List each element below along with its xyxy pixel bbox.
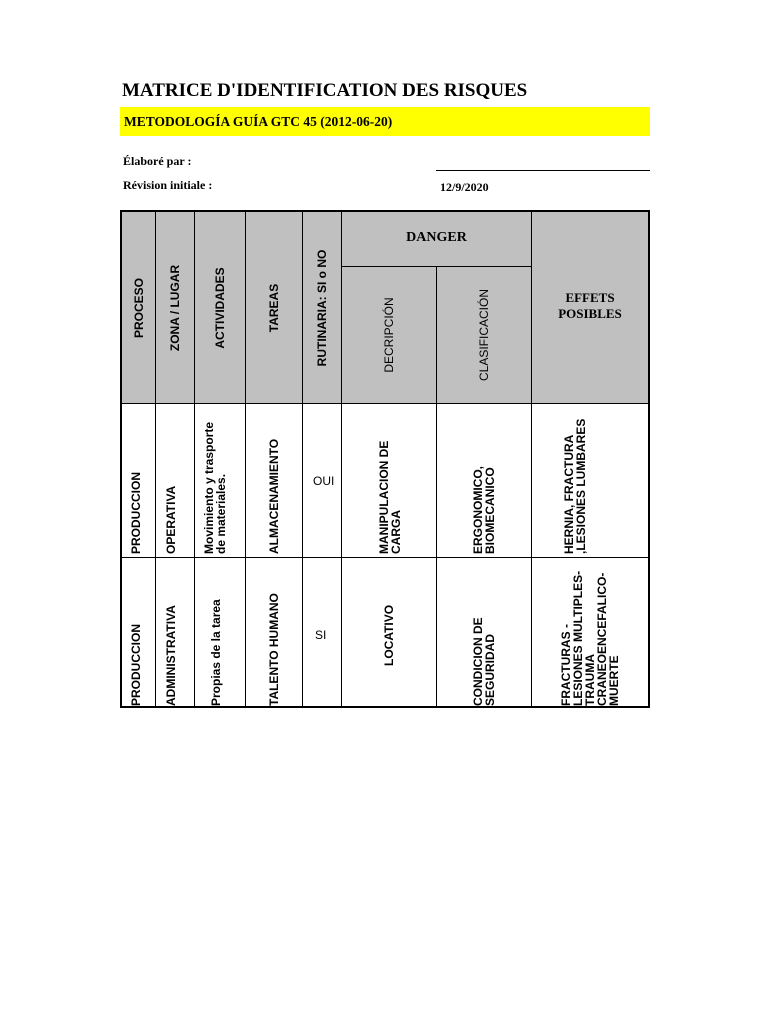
header-proceso bbox=[122, 212, 156, 404]
document-title: MATRICE D'IDENTIFICATION DES RISQUES bbox=[122, 80, 528, 101]
header-zona bbox=[156, 212, 195, 404]
row1-actividades: Movimiento y trasporte de materiales. bbox=[202, 421, 228, 554]
header-rutinaria bbox=[303, 212, 342, 404]
header-rutinaria-label: RUTINARIA: SI o NO bbox=[315, 249, 329, 366]
header-danger bbox=[342, 212, 532, 267]
subtitle-highlight bbox=[120, 107, 650, 136]
header-effets-line2: POSIBLES bbox=[558, 306, 622, 321]
row2-zona: ADMINISTRATIVA bbox=[164, 605, 178, 706]
row2-rutinaria-text: SI bbox=[315, 628, 327, 642]
elabore-signature-line bbox=[436, 170, 650, 171]
table-row-2-rutinaria bbox=[303, 558, 342, 706]
row1-tareas: ALMACENAMIENTO bbox=[267, 438, 281, 554]
table-row-1-efectos bbox=[532, 404, 648, 558]
elabore-label: Élaboré par : bbox=[123, 154, 192, 168]
row1-clasificacion: ERGONOMICO, BIOMECANICO bbox=[471, 465, 497, 554]
header-descripcion-label: DECRIPCIÓN bbox=[382, 297, 396, 373]
row2-actividades: Propias de la tarea bbox=[209, 599, 223, 706]
header-proceso-label: PROCESO bbox=[131, 277, 146, 338]
row1-descripcion: MANIPULACION DE CARGA bbox=[377, 440, 403, 554]
header-zona-label: ZONA / LUGAR bbox=[168, 264, 182, 351]
header-danger-label: DANGER bbox=[406, 230, 467, 245]
row2-proceso: PRODUCCION bbox=[129, 623, 143, 706]
row2-descripcion: LOCATIVO bbox=[382, 604, 396, 666]
header-tareas-label: TAREAS bbox=[267, 283, 281, 332]
row1-zona: OPERATIVA bbox=[164, 485, 178, 554]
header-descripcion bbox=[342, 267, 437, 404]
row2-clasificacion: CONDICION DE SEGURIDAD bbox=[471, 617, 497, 706]
header-actividades-label: ACTIVIDADES bbox=[213, 266, 227, 349]
table-row-1-rutinaria bbox=[303, 404, 342, 558]
header-tareas bbox=[246, 212, 303, 404]
row2-efectos: FRACTURAS - LESIONES MULTIPLES- TRAUMA CRANEOENCEFALICO- MUERTE bbox=[559, 570, 621, 706]
header-clasificacion bbox=[437, 267, 532, 404]
header-clasificacion-label: CLASIFICACIÓN bbox=[477, 288, 491, 382]
row2-tareas: TALENTO HUMANO bbox=[267, 593, 281, 706]
methodology-subtitle: METODOLOGÍA GUÍA GTC 45 (2012-06-20) bbox=[124, 114, 393, 129]
header-actividades bbox=[195, 212, 246, 404]
header-effets-label bbox=[532, 290, 648, 322]
header-effets-line1: EFFETS bbox=[565, 290, 615, 305]
row1-proceso: PRODUCCION bbox=[129, 471, 143, 554]
header-effets bbox=[532, 212, 648, 404]
row1-rutinaria-text: OUI bbox=[313, 474, 335, 488]
row1-efectos: HERNIA, FRACTURA ,LESIONES LUMBARES bbox=[562, 418, 588, 554]
revision-label: Révision initiale : bbox=[123, 178, 213, 192]
revision-date: 12/9/2020 bbox=[440, 180, 489, 194]
